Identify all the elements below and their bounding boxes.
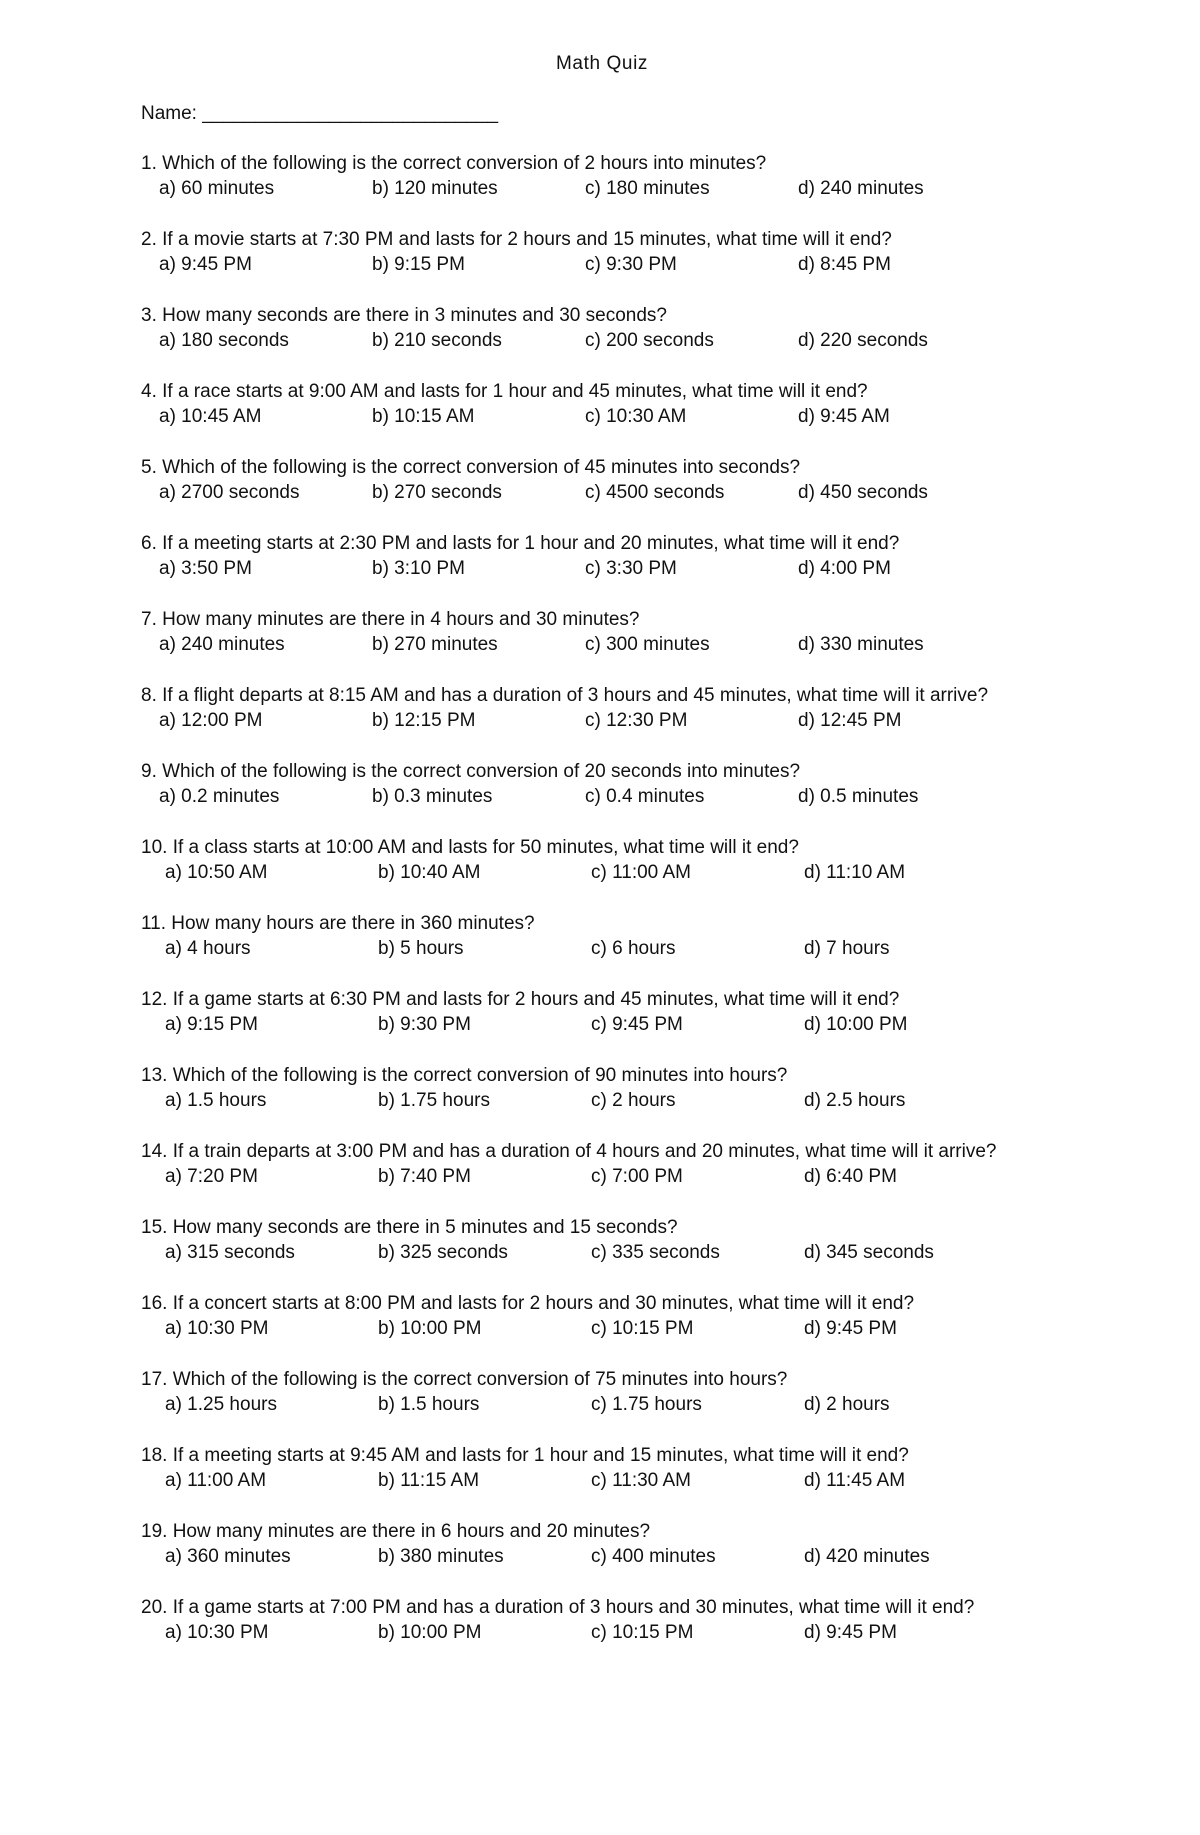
question-text: 18. If a meeting starts at 9:45 AM and lasts for 1 hour and 15 minutes, what time will it end? <box>141 1445 909 1466</box>
answer-option: d) 240 minutes <box>798 178 924 199</box>
answer-option: d) 11:10 AM <box>804 862 906 883</box>
answer-option: a) 0.2 minutes <box>159 786 280 807</box>
answer-options <box>141 328 1071 353</box>
answer-option: a) 2700 seconds <box>159 482 300 503</box>
answer-option: a) 10:30 PM <box>165 1318 269 1339</box>
page-title: Math Quiz <box>556 53 648 74</box>
answer-option: c) 2 hours <box>591 1090 676 1111</box>
question-text: 2. If a movie starts at 7:30 PM and lasts for 2 hours and 15 minutes, what time will it end? <box>141 229 892 250</box>
answer-option: b) 210 seconds <box>372 330 502 351</box>
answer-option: b) 11:15 AM <box>378 1470 480 1491</box>
answer-options <box>141 480 1071 505</box>
answer-options <box>141 252 1071 277</box>
answer-option: c) 0.4 minutes <box>585 786 705 807</box>
answer-option: d) 345 seconds <box>804 1242 934 1263</box>
question-text: 17. Which of the following is the correct conversion of 75 minutes into hours? <box>141 1369 788 1390</box>
answer-options <box>141 556 1071 581</box>
answer-options <box>141 1012 1071 1037</box>
answer-option: d) 8:45 PM <box>798 254 891 275</box>
answer-options <box>141 1164 1071 1189</box>
question-text: 13. Which of the following is the correct conversion of 90 minutes into hours? <box>141 1065 788 1086</box>
answer-option: a) 9:45 PM <box>159 254 252 275</box>
answer-option: a) 4 hours <box>165 938 251 959</box>
question-item <box>141 151 1071 201</box>
answer-option: b) 270 seconds <box>372 482 502 503</box>
answer-option: a) 1.5 hours <box>165 1090 267 1111</box>
answer-option: c) 11:30 AM <box>591 1470 691 1491</box>
question-item <box>141 1291 1071 1341</box>
answer-option: a) 180 seconds <box>159 330 289 351</box>
answer-option: b) 325 seconds <box>378 1242 508 1263</box>
question-item <box>141 607 1071 657</box>
answer-option: a) 60 minutes <box>159 178 275 199</box>
answer-option: d) 9:45 PM <box>804 1622 897 1643</box>
question-item <box>141 911 1071 961</box>
answer-options <box>141 708 1071 733</box>
answer-option: b) 270 minutes <box>372 634 498 655</box>
question-item <box>141 683 1071 733</box>
answer-option: c) 3:30 PM <box>585 558 677 579</box>
question-text: 1. Which of the following is the correct conversion of 2 hours into minutes? <box>141 153 767 174</box>
answer-option: c) 10:15 PM <box>591 1622 694 1643</box>
answer-option: a) 7:20 PM <box>165 1166 258 1187</box>
answer-option: d) 9:45 PM <box>804 1318 897 1339</box>
answer-options <box>141 936 1071 961</box>
question-text: 14. If a train departs at 3:00 PM and has a duration of 4 hours and 20 minutes, what time will it arrive? <box>141 1141 997 1162</box>
answer-options <box>141 1088 1071 1113</box>
answer-option: d) 10:00 PM <box>804 1014 908 1035</box>
answer-option: b) 3:10 PM <box>372 558 465 579</box>
quiz-page <box>141 50 1071 1671</box>
answer-option: b) 10:00 PM <box>378 1318 482 1339</box>
answer-option: b) 7:40 PM <box>378 1166 471 1187</box>
answer-options <box>141 1620 1071 1645</box>
answer-option: d) 7 hours <box>804 938 890 959</box>
question-text: 4. If a race starts at 9:00 AM and lasts for 1 hour and 45 minutes, what time will it end? <box>141 381 868 402</box>
answer-option: b) 1.5 hours <box>378 1394 480 1415</box>
answer-option: c) 10:30 AM <box>585 406 687 427</box>
answer-option: a) 3:50 PM <box>159 558 252 579</box>
question-item <box>141 379 1071 429</box>
answer-option: c) 400 minutes <box>591 1546 716 1567</box>
answer-options <box>141 860 1071 885</box>
answer-option: c) 335 seconds <box>591 1242 720 1263</box>
question-item <box>141 1443 1071 1493</box>
question-item <box>141 835 1071 885</box>
answer-option: b) 1.75 hours <box>378 1090 490 1111</box>
question-text: 15. How many seconds are there in 5 minutes and 15 seconds? <box>141 1217 678 1238</box>
answer-options <box>141 1544 1071 1569</box>
question-item <box>141 455 1071 505</box>
answer-option: a) 9:15 PM <box>165 1014 258 1035</box>
question-text: 8. If a flight departs at 8:15 AM and has a duration of 3 hours and 45 minutes, what time will it arrive? <box>141 685 989 706</box>
answer-option: c) 300 minutes <box>585 634 710 655</box>
answer-option: a) 360 minutes <box>165 1546 291 1567</box>
question-text: 9. Which of the following is the correct conversion of 20 seconds into minutes? <box>141 761 801 782</box>
answer-option: d) 2 hours <box>804 1394 890 1415</box>
question-item <box>141 1519 1071 1569</box>
question-list <box>141 151 1071 1645</box>
answer-option: d) 330 minutes <box>798 634 924 655</box>
answer-option: c) 4500 seconds <box>585 482 725 503</box>
answer-option: c) 12:30 PM <box>585 710 688 731</box>
question-text: 11. How many hours are there in 360 minutes? <box>141 913 535 934</box>
question-item <box>141 227 1071 277</box>
question-item <box>141 1367 1071 1417</box>
answer-option: a) 240 minutes <box>159 634 285 655</box>
answer-option: d) 220 seconds <box>798 330 928 351</box>
answer-option: d) 450 seconds <box>798 482 928 503</box>
answer-option: d) 6:40 PM <box>804 1166 897 1187</box>
answer-option: b) 0.3 minutes <box>372 786 493 807</box>
answer-options <box>141 632 1071 657</box>
answer-option: a) 11:00 AM <box>165 1470 267 1491</box>
answer-option: d) 420 minutes <box>804 1546 930 1567</box>
answer-option: c) 11:00 AM <box>591 862 691 883</box>
answer-option: a) 10:30 PM <box>165 1622 269 1643</box>
question-text: 20. If a game starts at 7:00 PM and has a duration of 3 hours and 30 minutes, what time will it end? <box>141 1597 975 1618</box>
question-item <box>141 1595 1071 1645</box>
answer-option: a) 315 seconds <box>165 1242 295 1263</box>
answer-option: c) 10:15 PM <box>591 1318 694 1339</box>
question-item <box>141 1139 1071 1189</box>
answer-option: a) 1.25 hours <box>165 1394 277 1415</box>
question-item <box>141 303 1071 353</box>
answer-option: a) 12:00 PM <box>159 710 263 731</box>
answer-option: b) 12:15 PM <box>372 710 476 731</box>
answer-option: b) 9:30 PM <box>378 1014 471 1035</box>
question-text: 6. If a meeting starts at 2:30 PM and lasts for 1 hour and 20 minutes, what time will it end? <box>141 533 900 554</box>
question-item <box>141 1063 1071 1113</box>
answer-option: c) 9:45 PM <box>591 1014 683 1035</box>
question-text: 12. If a game starts at 6:30 PM and lasts for 2 hours and 45 minutes, what time will it end? <box>141 989 900 1010</box>
answer-option: b) 9:15 PM <box>372 254 465 275</box>
answer-options <box>141 784 1071 809</box>
question-item <box>141 1215 1071 1265</box>
answer-option: a) 10:45 AM <box>159 406 262 427</box>
answer-option: b) 120 minutes <box>372 178 498 199</box>
answer-options <box>141 1316 1071 1341</box>
answer-option: d) 11:45 AM <box>804 1470 906 1491</box>
question-item <box>141 531 1071 581</box>
answer-option: d) 2.5 hours <box>804 1090 906 1111</box>
question-item <box>141 759 1071 809</box>
answer-option: c) 180 minutes <box>585 178 710 199</box>
name-field-label: Name: ____________________________ <box>141 103 499 124</box>
answer-option: c) 7:00 PM <box>591 1166 683 1187</box>
answer-option: b) 5 hours <box>378 938 464 959</box>
answer-options <box>141 404 1071 429</box>
answer-options <box>141 1468 1071 1493</box>
answer-option: c) 6 hours <box>591 938 676 959</box>
answer-option: b) 10:15 AM <box>372 406 475 427</box>
question-text: 19. How many minutes are there in 6 hours and 20 minutes? <box>141 1521 651 1542</box>
answer-option: c) 200 seconds <box>585 330 714 351</box>
answer-option: b) 380 minutes <box>378 1546 504 1567</box>
answer-option: b) 10:00 PM <box>378 1622 482 1643</box>
question-text: 7. How many minutes are there in 4 hours and 30 minutes? <box>141 609 640 630</box>
answer-option: d) 4:00 PM <box>798 558 891 579</box>
answer-options <box>141 176 1071 201</box>
answer-option: a) 10:50 AM <box>165 862 268 883</box>
answer-option: d) 0.5 minutes <box>798 786 919 807</box>
answer-options <box>141 1392 1071 1417</box>
answer-options <box>141 1240 1071 1265</box>
answer-option: c) 1.75 hours <box>591 1394 702 1415</box>
answer-option: d) 12:45 PM <box>798 710 902 731</box>
answer-option: c) 9:30 PM <box>585 254 677 275</box>
question-item <box>141 987 1071 1037</box>
answer-option: b) 10:40 AM <box>378 862 481 883</box>
answer-option: d) 9:45 AM <box>798 406 890 427</box>
question-text: 10. If a class starts at 10:00 AM and lasts for 50 minutes, what time will it end? <box>141 837 799 858</box>
question-text: 3. How many seconds are there in 3 minutes and 30 seconds? <box>141 305 667 326</box>
question-text: 16. If a concert starts at 8:00 PM and lasts for 2 hours and 30 minutes, what time will it end? <box>141 1293 915 1314</box>
question-text: 5. Which of the following is the correct conversion of 45 minutes into seconds? <box>141 457 801 478</box>
